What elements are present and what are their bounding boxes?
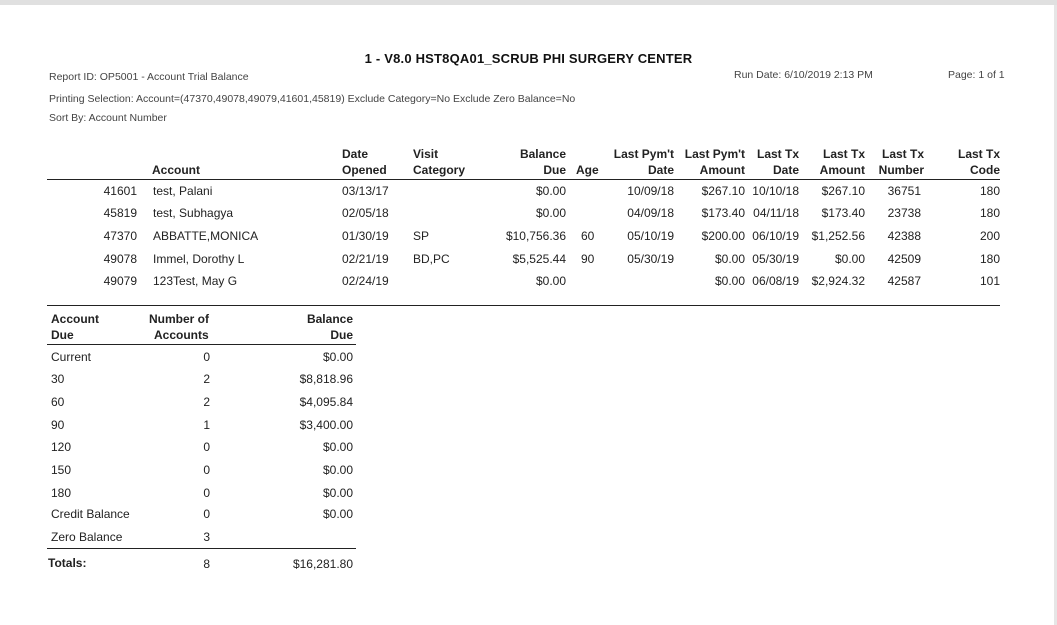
aging-bucket-count: 0 bbox=[203, 350, 210, 364]
aging-bucket-count: 1 bbox=[203, 418, 210, 432]
last-tx-code: 180 bbox=[979, 206, 1000, 220]
last-pymt-date: 05/10/19 bbox=[627, 229, 674, 243]
account-number: 49078 bbox=[103, 252, 137, 266]
last-tx-number: 42509 bbox=[887, 252, 921, 266]
balance-due: $10,756.36 bbox=[505, 229, 566, 243]
col-last-tx-date-line2: Date bbox=[772, 163, 799, 177]
aging-bucket-count: 0 bbox=[203, 486, 210, 500]
age: 60 bbox=[581, 229, 595, 243]
aging-bucket-count: 0 bbox=[203, 463, 210, 477]
aging-bucket-balance: $3,400.00 bbox=[299, 418, 353, 432]
col-number-of-accounts-line1: Number of bbox=[149, 312, 209, 326]
col-account: Account bbox=[152, 163, 200, 177]
account-number: 45819 bbox=[103, 206, 137, 220]
visit-category: SP bbox=[413, 229, 430, 243]
last-tx-amount: $267.10 bbox=[821, 184, 865, 198]
last-tx-code: 200 bbox=[979, 229, 1000, 243]
accounts-header-rule bbox=[47, 179, 1000, 180]
col-balance-due-line2: Due bbox=[543, 163, 566, 177]
col-last-pymt-date-line1: Last Pym't bbox=[613, 147, 674, 161]
col-balance-due-line1: Balance bbox=[519, 147, 566, 161]
account-name: test, Palani bbox=[153, 184, 213, 198]
account-name: 123Test, May G bbox=[153, 274, 238, 288]
aging-bucket-count: 2 bbox=[203, 395, 210, 409]
account-number: 49079 bbox=[103, 274, 137, 288]
col-last-tx-code-line2: Code bbox=[970, 163, 1000, 177]
aging-bucket-balance: $0.00 bbox=[322, 463, 353, 477]
col-account-due-line1: Account bbox=[51, 312, 99, 326]
col-date-opened-line1: Date bbox=[342, 147, 369, 161]
last-pymt-date: 10/09/18 bbox=[627, 184, 674, 198]
date-opened: 01/30/19 bbox=[342, 229, 389, 243]
aging-bucket-label: 150 bbox=[51, 463, 72, 477]
last-tx-code: 101 bbox=[979, 274, 1000, 288]
aging-bucket-balance: $4,095.84 bbox=[299, 395, 353, 409]
col-visit-category-line2: Category bbox=[413, 163, 466, 177]
col-last-pymt-date-line2: Date bbox=[647, 163, 674, 177]
last-tx-code: 180 bbox=[979, 252, 1000, 266]
col-last-tx-code-line1: Last Tx bbox=[957, 147, 1000, 161]
run-date: Run Date: 6/10/2019 2:13 PM bbox=[734, 69, 873, 81]
last-pymt-amount: $0.00 bbox=[714, 274, 745, 288]
last-tx-date: 05/30/19 bbox=[752, 252, 799, 266]
last-pymt-amount: $267.10 bbox=[701, 184, 745, 198]
account-name: test, Subhagya bbox=[153, 206, 234, 220]
col-account-due-line2: Due bbox=[51, 328, 74, 342]
aging-bucket-balance: $8,818.96 bbox=[299, 372, 353, 386]
col-date-opened-line2: Opened bbox=[342, 163, 387, 177]
account-number: 47370 bbox=[103, 229, 137, 243]
aging-bucket-label: Credit Balance bbox=[51, 507, 130, 521]
date-opened: 02/24/19 bbox=[342, 274, 389, 288]
window-top-border bbox=[0, 0, 1057, 5]
last-tx-number: 42587 bbox=[887, 274, 921, 288]
page-number: Page: 1 of 1 bbox=[948, 69, 1005, 81]
aging-bucket-balance: $0.00 bbox=[322, 507, 353, 521]
col-last-tx-number-line1: Last Tx bbox=[881, 147, 924, 161]
date-opened: 02/05/18 bbox=[342, 206, 389, 220]
col-last-tx-number-line2: Number bbox=[878, 163, 924, 177]
last-tx-amount: $0.00 bbox=[834, 252, 865, 266]
last-tx-code: 180 bbox=[979, 184, 1000, 198]
aging-bucket-count: 0 bbox=[203, 507, 210, 521]
last-pymt-amount: $200.00 bbox=[701, 229, 745, 243]
last-tx-date: 06/10/19 bbox=[752, 229, 799, 243]
account-name: ABBATTE,MONICA bbox=[153, 229, 259, 243]
totals-balance: $16,281.80 bbox=[292, 557, 353, 571]
summary-totals-rule bbox=[47, 548, 356, 549]
aging-bucket-count: 3 bbox=[203, 530, 210, 544]
col-last-tx-amount-line2: Amount bbox=[819, 163, 865, 177]
last-tx-amount: $173.40 bbox=[821, 206, 865, 220]
col-last-tx-date-line1: Last Tx bbox=[756, 147, 799, 161]
aging-bucket-label: Current bbox=[51, 350, 92, 364]
aging-bucket-label: 120 bbox=[51, 440, 72, 454]
account-name: Immel, Dorothy L bbox=[153, 252, 245, 266]
last-tx-date: 06/08/19 bbox=[752, 274, 799, 288]
report-id: Report ID: OP5001 - Account Trial Balance bbox=[49, 71, 249, 83]
date-opened: 03/13/17 bbox=[342, 184, 389, 198]
aging-bucket-label: Zero Balance bbox=[51, 530, 123, 544]
col-summary-balance-due-line2: Due bbox=[330, 328, 353, 342]
col-number-of-accounts-line2: Accounts bbox=[154, 328, 209, 342]
totals-label: Totals: bbox=[48, 556, 87, 570]
report-title: 1 - V8.0 HST8QA01_SCRUB PHI SURGERY CENTER bbox=[364, 51, 693, 66]
balance-due: $0.00 bbox=[535, 206, 566, 220]
accounts-footer-rule bbox=[47, 305, 1000, 306]
aging-bucket-label: 30 bbox=[51, 372, 65, 386]
visit-category: BD,PC bbox=[413, 252, 450, 266]
aging-bucket-count: 2 bbox=[203, 372, 210, 386]
col-last-tx-amount-line1: Last Tx bbox=[822, 147, 865, 161]
aging-bucket-balance: $0.00 bbox=[322, 440, 353, 454]
age: 90 bbox=[581, 252, 595, 266]
col-age: Age bbox=[576, 163, 599, 177]
aging-bucket-label: 90 bbox=[51, 418, 65, 432]
balance-due: $0.00 bbox=[535, 274, 566, 288]
last-tx-date: 10/10/18 bbox=[752, 184, 799, 198]
totals-count: 8 bbox=[203, 557, 210, 571]
aging-bucket-count: 0 bbox=[203, 440, 210, 454]
summary-header-rule bbox=[47, 344, 356, 345]
last-pymt-date: 05/30/19 bbox=[627, 252, 674, 266]
last-pymt-amount: $0.00 bbox=[714, 252, 745, 266]
last-tx-amount: $2,924.32 bbox=[811, 274, 865, 288]
last-tx-number: 23738 bbox=[887, 206, 921, 220]
aging-bucket-label: 60 bbox=[51, 395, 65, 409]
col-last-pymt-amount-line1: Last Pym't bbox=[684, 147, 745, 161]
last-tx-amount: $1,252.56 bbox=[811, 229, 865, 243]
col-summary-balance-due-line1: Balance bbox=[306, 312, 353, 326]
aging-bucket-label: 180 bbox=[51, 486, 72, 500]
last-tx-number: 42388 bbox=[887, 229, 921, 243]
col-last-pymt-amount-line2: Amount bbox=[699, 163, 745, 177]
last-pymt-date: 04/09/18 bbox=[627, 206, 674, 220]
last-tx-date: 04/11/18 bbox=[753, 206, 799, 220]
sort-by: Sort By: Account Number bbox=[49, 112, 167, 124]
aging-bucket-balance: $0.00 bbox=[322, 486, 353, 500]
printing-selection: Printing Selection: Account=(47370,49078,49079,41601,45819) Exclude Category=No Exclude Zero Balance=No bbox=[49, 93, 576, 105]
balance-due: $0.00 bbox=[535, 184, 566, 198]
balance-due: $5,525.44 bbox=[512, 252, 566, 266]
aging-bucket-balance: $0.00 bbox=[322, 350, 353, 364]
date-opened: 02/21/19 bbox=[342, 252, 389, 266]
account-number: 41601 bbox=[103, 184, 137, 198]
col-visit-category-line1: Visit bbox=[413, 147, 439, 161]
last-pymt-amount: $173.40 bbox=[701, 206, 745, 220]
last-tx-number: 36751 bbox=[887, 184, 921, 198]
